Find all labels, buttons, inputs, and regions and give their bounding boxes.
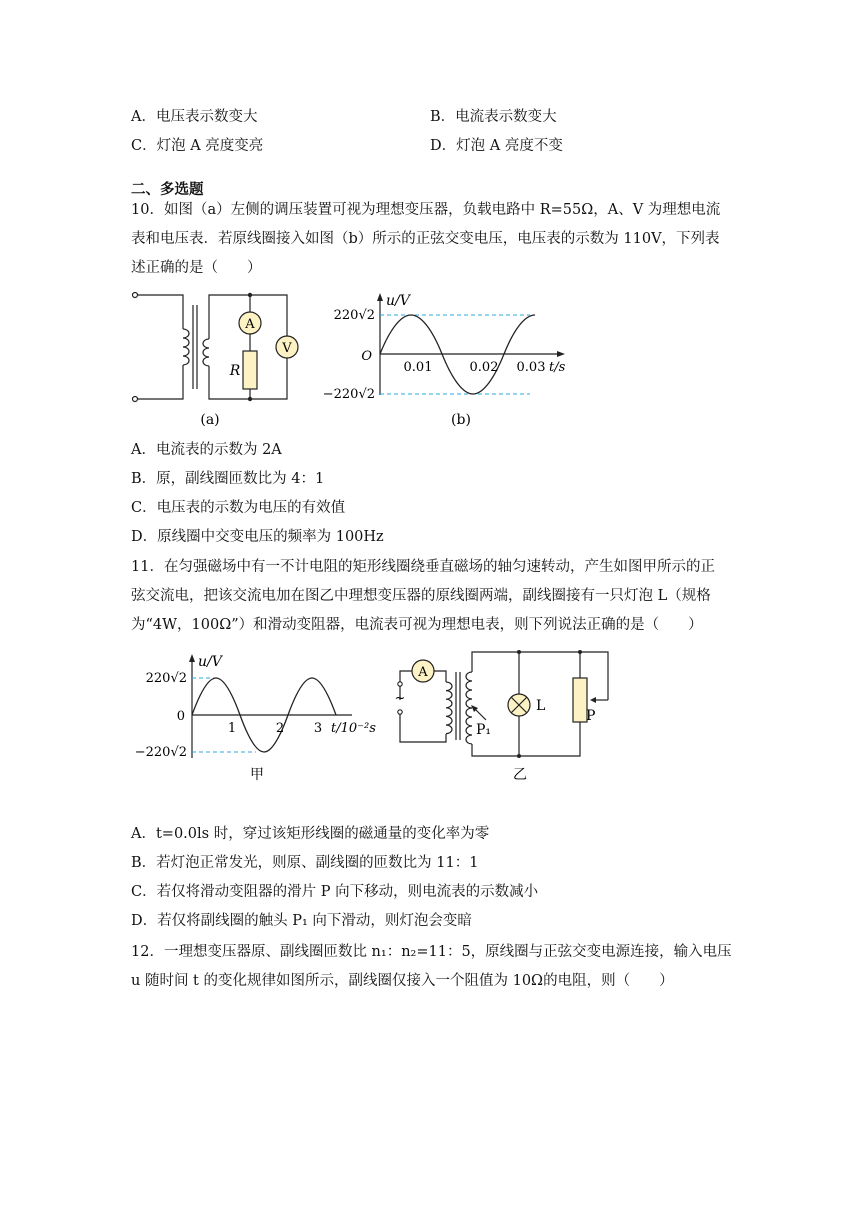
fig-jia-caption: 甲 — [250, 767, 264, 783]
fig-yi-slider-label: P — [586, 708, 596, 724]
q11-stem-line-2: 弦交流电，把该交流电加在图乙中理想变压器的原线圈两端，副线圈接有一只灯泡 L（规格 — [131, 588, 711, 604]
q10-option-a: A．电流表的示数为 2A — [131, 442, 282, 458]
fig-jia-tick-2: 2 — [275, 721, 285, 736]
fig-a-resistor-label: R — [229, 363, 241, 379]
q11-figure-jia-graph — [130, 648, 390, 788]
fig-jia-origin: 0 — [176, 709, 185, 724]
fig-yi-lamp-label: L — [536, 698, 546, 714]
fig-b-tick-3: 0.03 — [516, 360, 546, 375]
q10-figure-b-graph — [315, 285, 585, 435]
fig-b-y-axis-label: u/V — [386, 293, 410, 309]
fig-b-origin: O — [361, 349, 372, 364]
fig-b-y-min: −220√2 — [322, 387, 375, 402]
q11-figure-yi-circuit — [390, 648, 630, 788]
fig-jia-tick-3: 3 — [313, 721, 323, 736]
fig-jia-y-axis-label: u/V — [198, 654, 222, 670]
fig-a-ammeter-label: A — [245, 317, 255, 332]
q11-option-b: B．若灯泡正常发光，则原、副线圈的匝数比为 11：1 — [131, 855, 479, 871]
q11-option-a: A．t=0.0ls 时，穿过该矩形线圈的磁通量的变化率为零 — [131, 826, 490, 842]
section-title: 二、多选题 — [131, 181, 204, 198]
q11-stem-line-3: 为“4W，100Ω”）和滑动变阻器，电流表可视为理想电表，则下列说法正确的是（ ） — [131, 617, 703, 633]
fig-b-y-max: 220√2 — [333, 308, 375, 323]
rheostat-icon — [573, 678, 587, 722]
fig-b-tick-2: 0.02 — [469, 360, 499, 375]
q11-option-c: C．若仅将滑动变阻器的滑片 P 向下移动，则电流表的示数减小 — [131, 884, 539, 900]
q10-option-d: D．原线圈中交变电压的频率为 100Hz — [131, 529, 384, 545]
fig-a-caption: (a) — [200, 412, 220, 428]
q9-option-d: D．灯泡 A 亮度不变 — [430, 138, 563, 154]
fig-jia-tick-1: 1 — [227, 721, 237, 736]
q12-stem-line-1: 12．一理想变压器原、副线圈匝数比 n₁：n₂=11：5，原线圈与正弦交变电源连接，输入电压 — [131, 944, 732, 960]
q10-option-c: C．电压表的示数为电压的有效值 — [131, 500, 346, 516]
fig-yi-tap-label: P₁ — [476, 722, 492, 738]
q11-stem-line-1: 11．在匀强磁场中有一不计电阻的矩形线圈绕垂直磁场的轴匀速转动，产生如图甲所示的正 — [131, 559, 715, 575]
fig-yi-source-symbol: ~ — [394, 691, 406, 706]
resistor-icon — [243, 351, 257, 389]
fig-b-x-axis-label: t/s — [549, 360, 566, 375]
fig-jia-y-max: 220√2 — [145, 671, 187, 686]
q10-stem-line-1: 10．如图（a）左侧的调压装置可视为理想变压器，负载电路中 R=55Ω，A、V 为理想电流 — [131, 202, 721, 218]
fig-b-caption: (b) — [451, 412, 471, 428]
q10-option-b: B．原，副线圈匝数比为 4：1 — [131, 471, 325, 487]
fig-jia-x-axis-label: t/10⁻²s — [331, 721, 376, 736]
q12-stem-line-2: u 随时间 t 的变化规律如图所示，副线圈仅接入一个阻值为 10Ω的电阻，则（ ） — [131, 973, 674, 989]
fig-yi-caption: 乙 — [513, 767, 527, 783]
q9-option-c: C．灯泡 A 亮度变亮 — [131, 138, 264, 154]
fig-jia-y-min: −220√2 — [134, 745, 187, 760]
q9-option-b: B．电流表示数变大 — [430, 109, 557, 125]
q10-figure-a-circuit — [125, 285, 305, 435]
fig-b-tick-1: 0.01 — [403, 360, 433, 375]
q10-stem-line-2: 表和电压表．若原线圈接入如图（b）所示的正弦交变电压，电压表的示数为 110V，下列表 — [131, 231, 720, 247]
fig-a-voltmeter-label: V — [282, 341, 292, 356]
q9-option-a: A．电压表示数变大 — [131, 109, 258, 125]
fig-yi-ammeter-label: A — [418, 665, 428, 680]
q10-stem-line-3: 述正确的是（ ） — [131, 260, 262, 276]
q11-option-d: D．若仅将副线圈的触头 P₁ 向下滑动，则灯泡会变暗 — [131, 913, 472, 929]
